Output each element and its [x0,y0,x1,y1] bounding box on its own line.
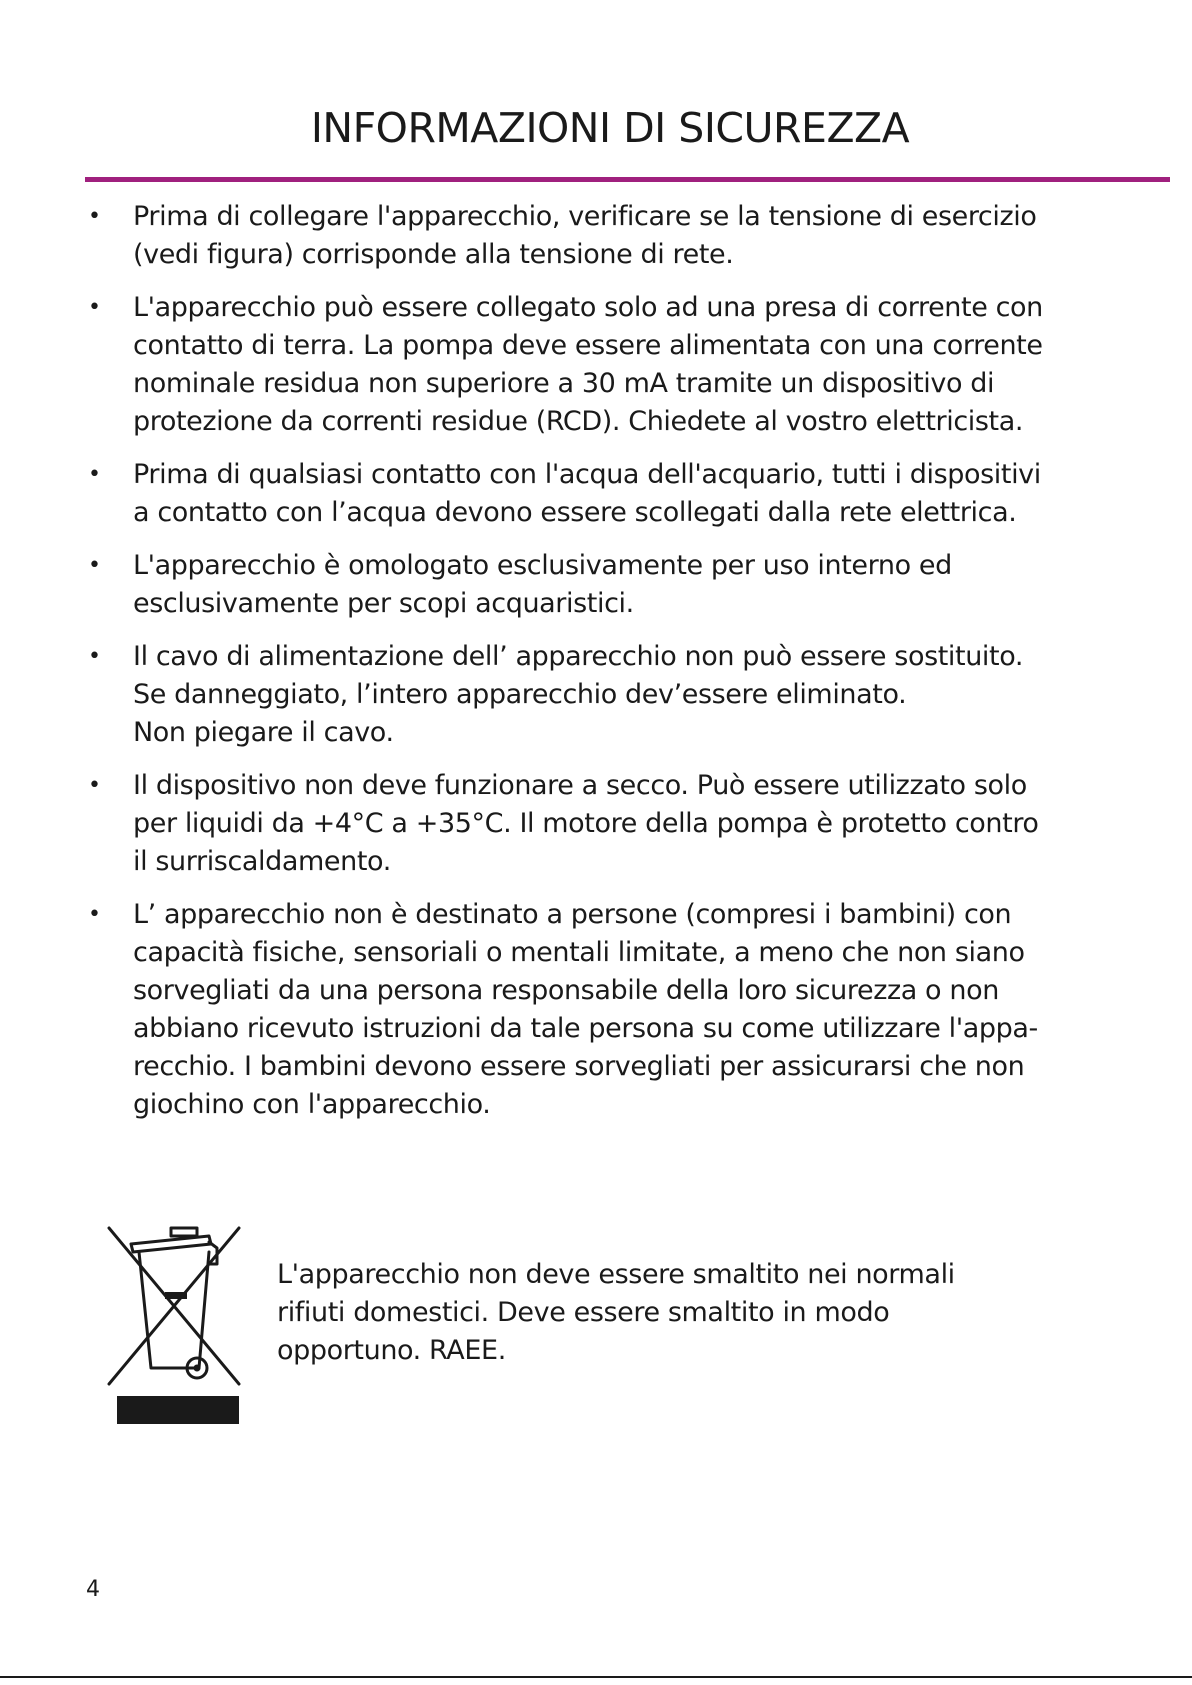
list-item-line: esclusivamente per scopi acquaristici. [133,588,634,619]
list-item-line: Il dispositivo non deve funzionare a secco. Può essere utilizzato solo [133,770,1027,801]
bullet-marker: • [88,295,101,320]
page-bottom-border [0,1676,1192,1678]
list-item [88,896,1088,1124]
weee-symbol [105,1222,245,1424]
list-item-line: giochino con l'apparecchio. [133,1089,491,1120]
list-item-line: sorvegliati da una persona responsabile della loro sicurezza o non [133,975,999,1006]
bullet-marker: • [88,644,101,669]
disposal-line: opportuno. RAEE. [277,1335,506,1366]
bullet-marker: • [88,204,101,229]
list-item [88,547,1088,623]
list-item-line: capacità fisiche, sensoriali o mentali limitate, a meno che non siano [133,937,1025,968]
page-title: INFORMAZIONI DI SICUREZZA [310,104,910,152]
list-item-line: per liquidi da +4°C a +35°C. Il motore della pompa è protetto contro [133,808,1039,839]
list-item-line: recchio. I bambini devono essere sorvegliati per assicurarsi che non [133,1051,1025,1082]
disposal-line: L'apparecchio non deve essere smaltito nei normali [277,1259,955,1290]
list-item-line: Prima di collegare l'apparecchio, verificare se la tensione di esercizio [133,201,1037,232]
list-item [88,456,1088,532]
list-item-line: a contatto con l’acqua devono essere scollegati dalla rete elettrica. [133,497,1017,528]
list-item [88,638,1088,752]
list-item [88,289,1088,441]
list-item-line: nominale residua non superiore a 30 mA tramite un dispositivo di [133,368,995,399]
list-item [88,767,1088,881]
crossed-out-wheelie-bin-icon [105,1222,245,1424]
bullet-marker: • [88,553,101,578]
list-item-line: Non piegare il cavo. [133,717,394,748]
list-item-line: contatto di terra. La pompa deve essere alimentata con una corrente [133,330,1043,361]
list-item-line: abbiano ricevuto istruzioni da tale persona su come utilizzare l'appa- [133,1013,1038,1044]
list-item-line: Prima di qualsiasi contatto con l'acqua dell'acquario, tutti i dispositivi [133,459,1041,490]
bullet-marker: • [88,902,101,927]
weee-bar [117,1396,239,1424]
safety-list [88,198,1088,1139]
list-item-line: L’ apparecchio non è destinato a persone (compresi i bambini) con [133,899,1012,930]
list-item-line: Se danneggiato, l’intero apparecchio dev’essere eliminato. [133,679,907,710]
page-number: 4 [86,1577,100,1602]
disposal-note [277,1256,955,1370]
list-item-line: Il cavo di alimentazione dell’ apparecchio non può essere sostituito. [133,641,1024,672]
title-divider [85,177,1170,182]
disposal-line: rifiuti domestici. Deve essere smaltito in modo [277,1297,890,1328]
list-item-line: L'apparecchio può essere collegato solo ad una presa di corrente con [133,292,1043,323]
list-item [88,198,1088,274]
list-item-line: protezione da correnti residue (RCD). Chiedete al vostro elettricista. [133,406,1024,437]
bullet-marker: • [88,773,101,798]
list-item-line: (vedi figura) corrisponde alla tensione di rete. [133,239,734,270]
list-item-line: il surriscaldamento. [133,846,391,877]
list-item-line: L'apparecchio è omologato esclusivamente per uso interno ed [133,550,952,581]
bullet-marker: • [88,462,101,487]
